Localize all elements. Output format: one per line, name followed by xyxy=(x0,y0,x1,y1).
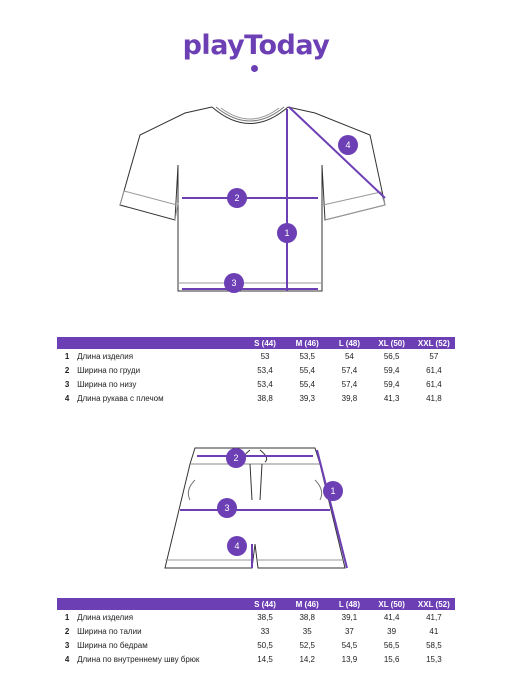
row-value: 57 xyxy=(429,351,439,361)
size-header: M (46) xyxy=(286,337,328,349)
row-value: 39 xyxy=(387,626,397,636)
row-value: 56,5 xyxy=(383,640,400,650)
row-number: 2 xyxy=(64,626,70,636)
row-value: 41,7 xyxy=(426,612,442,622)
row-number: 3 xyxy=(64,640,70,650)
row-value: 55,4 xyxy=(299,365,316,375)
table-row xyxy=(57,624,455,638)
size-header: S (44) xyxy=(244,598,286,610)
row-value: 41 xyxy=(429,626,439,636)
row-value: 14,2 xyxy=(299,654,316,664)
table-row xyxy=(57,363,455,377)
row-value: 38,8 xyxy=(299,612,316,622)
shorts-marker-1-label: 1 xyxy=(330,486,336,496)
row-value: 39,3 xyxy=(299,393,316,403)
tshirt-table-header xyxy=(57,337,455,349)
row-value: 54,5 xyxy=(341,640,358,650)
tshirt-size-table xyxy=(57,337,455,405)
tshirt-marker-2-label: 2 xyxy=(234,193,240,203)
row-number: 1 xyxy=(64,612,70,622)
row-value: 15,3 xyxy=(426,654,442,664)
row-value: 57,4 xyxy=(341,365,358,375)
row-label: Ширина по груди xyxy=(77,365,141,375)
row-value: 38,5 xyxy=(257,612,273,622)
brand-logo: playToday xyxy=(182,30,330,61)
row-label: Длина изделия xyxy=(77,351,134,361)
tshirt-drawing xyxy=(0,95,512,305)
row-value: 61,4 xyxy=(426,379,442,389)
row-value: 35 xyxy=(302,626,312,636)
table-row xyxy=(57,610,455,624)
row-label: Ширина по низу xyxy=(77,379,137,389)
shorts-marker-2-label: 2 xyxy=(233,453,239,463)
row-value: 56,5 xyxy=(383,351,400,361)
table-row xyxy=(57,652,455,666)
row-value: 53 xyxy=(260,351,270,361)
row-number: 4 xyxy=(64,393,70,403)
row-label: Длина по внутреннему шву брюк xyxy=(77,654,200,664)
row-value: 39,1 xyxy=(341,612,358,622)
size-header: XXL (52) xyxy=(413,337,455,349)
table-row xyxy=(57,638,455,652)
tshirt-marker-4-label: 4 xyxy=(345,140,351,150)
size-header: L (48) xyxy=(328,337,370,349)
logo-dot xyxy=(251,65,258,72)
row-value: 15,6 xyxy=(383,654,400,664)
row-label: Длина рукава с плечом xyxy=(77,393,164,403)
tshirt-marker-1-label: 1 xyxy=(284,228,290,238)
shorts-size-table xyxy=(57,598,455,666)
row-value: 59,4 xyxy=(383,379,400,389)
row-value: 53,4 xyxy=(257,379,273,389)
table-row xyxy=(57,377,455,391)
row-value: 50,5 xyxy=(257,640,273,650)
row-value: 54 xyxy=(344,351,354,361)
row-value: 61,4 xyxy=(426,365,442,375)
row-value: 14,5 xyxy=(257,654,273,664)
row-value: 39,8 xyxy=(341,393,358,403)
tshirt-marker-3-label: 3 xyxy=(231,278,237,288)
row-value: 58,5 xyxy=(426,640,442,650)
row-value: 41,8 xyxy=(426,393,442,403)
row-value: 59,4 xyxy=(383,365,400,375)
row-value: 52,5 xyxy=(299,640,316,650)
row-value: 53,5 xyxy=(299,351,316,361)
row-number: 3 xyxy=(64,379,70,389)
row-label: Ширина по талии xyxy=(77,626,142,636)
row-value: 41,4 xyxy=(383,612,400,622)
row-number: 1 xyxy=(64,351,70,361)
shorts-table-header xyxy=(57,598,455,610)
row-value: 37 xyxy=(344,626,354,636)
size-header: XXL (52) xyxy=(413,598,455,610)
table-row xyxy=(57,349,455,363)
row-value: 13,9 xyxy=(341,654,358,664)
size-header: S (44) xyxy=(244,337,286,349)
row-value: 57,4 xyxy=(341,379,358,389)
shorts-drawing xyxy=(0,440,512,585)
row-value: 38,8 xyxy=(257,393,273,403)
row-value: 53,4 xyxy=(257,365,273,375)
shorts-marker-3-label: 3 xyxy=(224,503,230,513)
row-number: 2 xyxy=(64,365,70,375)
row-label: Длина изделия xyxy=(77,612,134,622)
size-header: L (48) xyxy=(328,598,370,610)
row-value: 55,4 xyxy=(299,379,316,389)
row-number: 4 xyxy=(64,654,70,664)
size-header: XL (50) xyxy=(371,598,413,610)
table-row xyxy=(57,391,455,405)
size-header: M (46) xyxy=(286,598,328,610)
row-label: Ширина по бедрам xyxy=(77,640,148,650)
row-value: 41,3 xyxy=(383,393,400,403)
row-value: 33 xyxy=(260,626,270,636)
tshirt-markers xyxy=(224,135,358,293)
size-header: XL (50) xyxy=(371,337,413,349)
shorts-marker-4-label: 4 xyxy=(234,541,240,551)
